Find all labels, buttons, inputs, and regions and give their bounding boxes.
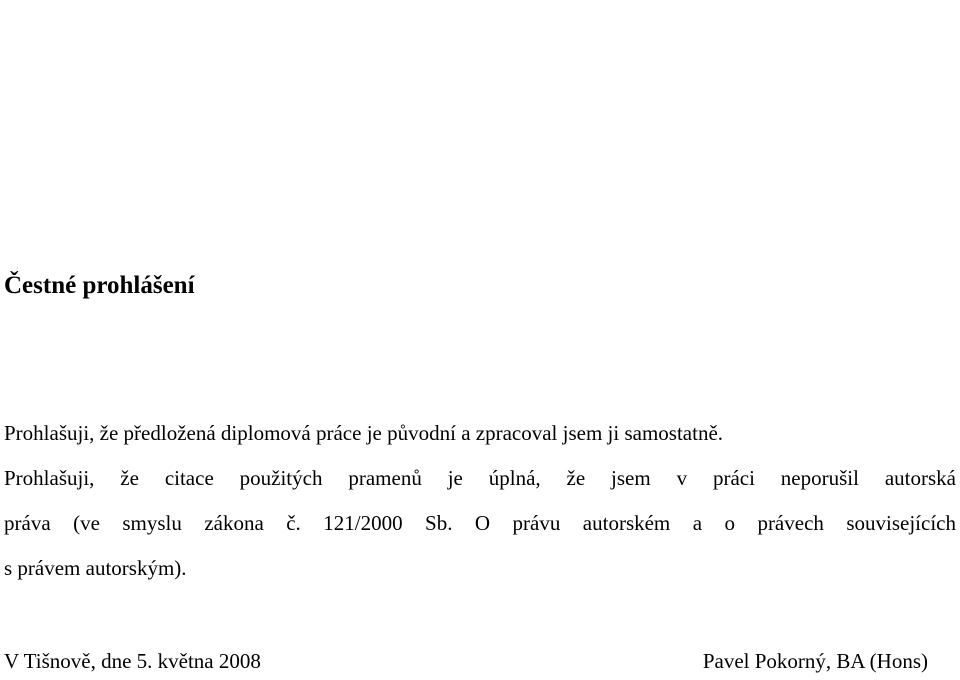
page-title: Čestné prohlášení [4,272,195,299]
declaration-line-2: Prohlašuji, že citace použitých pramenů je úplná, že jsem v práci neporušil autorská [4,466,956,490]
declaration-line-4: s právem autorským). [4,556,187,580]
author-name: Pavel Pokorný, BA (Hons) [702,649,928,673]
declaration-line-1: Prohlašuji, že předložená diplomová práce je původní a zpracoval jsem ji samostatně. [4,421,724,445]
declaration-line-3: práva (ve smyslu zákona č. 121/2000 Sb. O právu autorském a o právech souvisejících [4,511,956,535]
place-and-date: V Tišnově, dne 5. května 2008 [4,649,261,673]
signature-row [4,647,928,677]
